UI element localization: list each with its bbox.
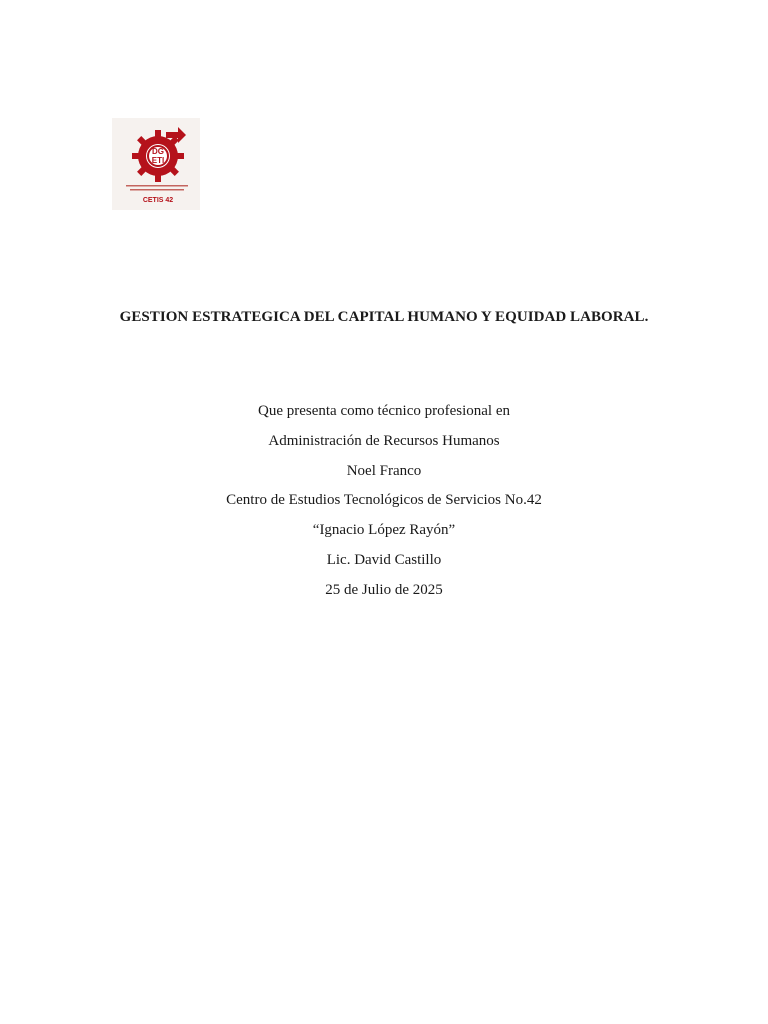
svg-text:DG: DG — [152, 147, 164, 156]
date-line: 25 de Julio de 2025 — [325, 581, 443, 598]
presentation-line: Que presenta como técnico profesional en — [258, 403, 510, 419]
program-line: Administración de Recursos Humanos — [268, 432, 500, 449]
logo-text: CETIS 42 — [142, 197, 174, 204]
svg-text:ETI: ETI — [151, 156, 165, 165]
school-line: Centro de Estudios Tecnológicos de Servicios No.42 — [226, 492, 542, 509]
author-line: Noel Franco — [346, 462, 422, 479]
cover-details — [0, 397, 768, 606]
institution-logo — [112, 118, 200, 210]
school-name-line: “Ignacio López Rayón” — [312, 522, 456, 539]
teacher-line: Lic. David Castillo — [326, 551, 442, 568]
document-title: GESTION ESTRATEGICA DEL CAPITAL HUMANO Y EQUIDAD LABORAL. — [119, 309, 649, 325]
